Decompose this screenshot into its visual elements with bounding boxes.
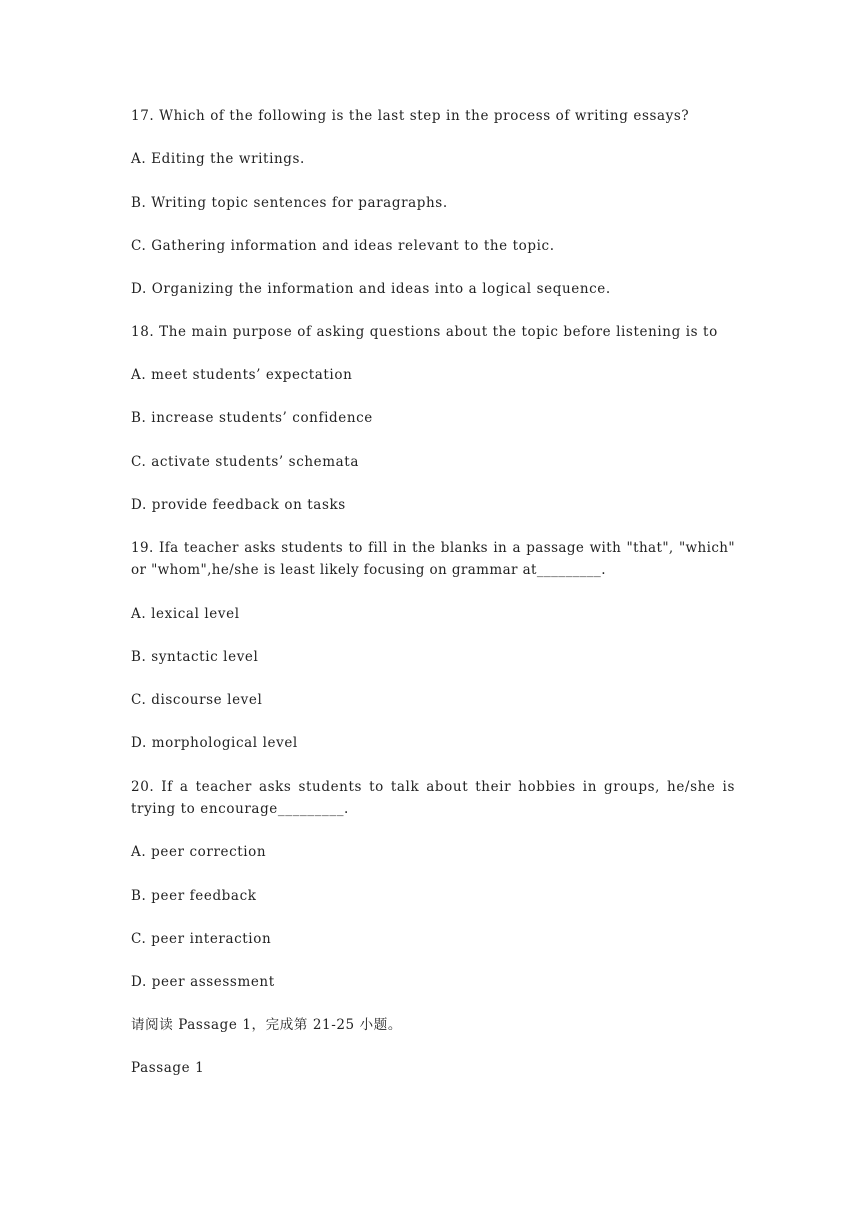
question-18-stem: 18. The main purpose of asking questions about the topic before listening is to: [131, 324, 718, 340]
question-20-option-a: A. peer correction: [131, 844, 267, 860]
question-19-option-c: C. discourse level: [131, 692, 263, 708]
question-18-option-b: B. increase students’ confidence: [131, 410, 373, 426]
passage-instruction: 请阅读 Passage 1，完成第 21-25 小题。: [131, 1017, 402, 1033]
question-19-option-b: B. syntactic level: [131, 649, 259, 665]
question-17-option-c: C. Gathering information and ideas relevant to the topic.: [131, 238, 555, 254]
question-17-option-b: B. Writing topic sentences for paragraphs.: [131, 195, 448, 211]
question-20-option-c: C. peer interaction: [131, 931, 272, 947]
question-20-option-b: B. peer feedback: [131, 888, 257, 904]
question-20-stem: 20. If a teacher asks students to talk about their hobbies in groups, he/she is trying to encourage_________.: [131, 779, 735, 817]
question-18-option-d: D. provide feedback on tasks: [131, 497, 346, 513]
question-18-option-c: C. activate students’ schemata: [131, 454, 359, 470]
question-19-stem: 19. Ifa teacher asks students to fill in the blanks in a passage with "that", "which" or "whom",he/she is least likely focusing on grammar at_________.: [131, 540, 735, 578]
question-17-stem: 17. Which of the following is the last step in the process of writing essays?: [131, 108, 690, 124]
question-19-option-a: A. lexical level: [131, 606, 240, 622]
question-18-option-a: A. meet students’ expectation: [131, 367, 353, 383]
question-17-option-a: A. Editing the writings.: [131, 151, 305, 167]
passage-title: Passage 1: [131, 1060, 205, 1076]
question-19-option-d: D. morphological level: [131, 735, 298, 751]
question-20-option-d: D. peer assessment: [131, 974, 275, 990]
question-17-option-d: D. Organizing the information and ideas into a logical sequence.: [131, 281, 611, 297]
